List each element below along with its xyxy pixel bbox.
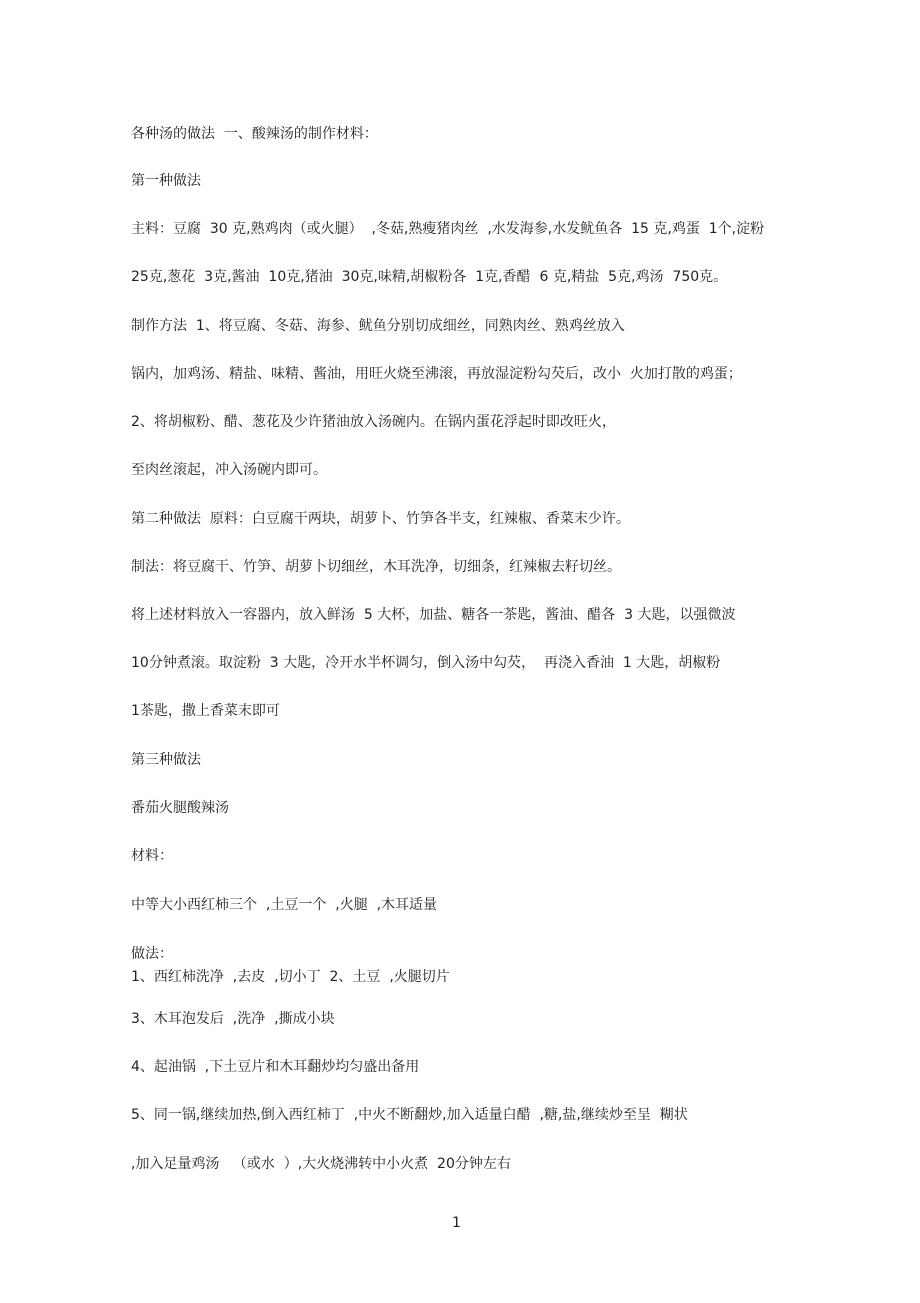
- text-line-method-2-prep: 制法：将豆腐干、竹笋、胡萝卜切细丝，木耳洗净，切细条，红辣椒去籽切丝。: [131, 559, 621, 575]
- text-line-method-1-heading: 第一种做法: [131, 173, 201, 189]
- text-line-method-2-cook: 将上述材料放入一容器内，放入鲜汤 5 大杯，加盐、糖各一茶匙，酱油、醋各 3 大匙，以强微波: [131, 607, 736, 623]
- text-line-steps-label: 做法：: [131, 946, 173, 962]
- text-line-steps-2-cont: 至肉丝滚起，冲入汤碗内即可。: [131, 462, 327, 478]
- page-number: 1: [452, 1215, 461, 1231]
- text-line-steps-2: 2、将胡椒粉、醋、葱花及少许猪油放入汤碗内。在锅内蛋花浮起时即改旺火，: [131, 414, 616, 430]
- text-line-step-4: 4、起油锅 ,下土豆片和木耳翻炒均匀盛出备用: [131, 1059, 420, 1075]
- text-line-step-5: 5、同一锅,继续加热,倒入西红柿丁 ,中火不断翻炒,加入适量白醋 ,糖,盐,继续炒至呈 糊状: [131, 1107, 688, 1123]
- text-line-main-ingredients: 主料：豆腐 30 克,熟鸡肉（或火腿） ,冬菇,熟瘦猪肉丝 ,水发海参,水发鱿鱼各 15 克,鸡蛋 1个,淀粉: [131, 221, 765, 237]
- text-line-heading: 各种汤的做法 一、酸辣汤的制作材料：: [131, 126, 378, 142]
- text-line-materials: 中等大小西红柿三个 ,土豆一个 ,火腿 ,木耳适量: [131, 897, 438, 913]
- text-line-step-3: 3、木耳泡发后 ,洗净 ,撕成小块: [131, 1011, 335, 1027]
- text-line-method-2-cook-cont: 10分钟煮滚。取淀粉 3 大匙，冷开水半杯调匀，倒入汤中勾芡， 再浇入香油 1 大匙，胡椒粉: [131, 655, 721, 671]
- text-line-recipe-title: 番茄火腿酸辣汤: [131, 800, 229, 816]
- text-line-method-3-heading: 第三种做法: [131, 752, 201, 768]
- text-line-step-5-cont: ,加入足量鸡汤 （或水 ）,大火烧沸转中小火煮 20分钟左右: [131, 1156, 511, 1172]
- text-line-method-2: 第二种做法 原料：白豆腐干两块，胡萝卜、竹笋各半支，红辣椒、香菜末少许。: [131, 511, 630, 527]
- text-line-ingredients-cont: 25克,葱花 3克,酱油 10克,猪油 30克,味精,胡椒粉各 1克,香醋 6 克,精盐 5克,鸡汤 750克。: [131, 269, 728, 285]
- text-line-method-2-finish: 1茶匙，撒上香菜末即可: [131, 703, 280, 719]
- text-line-steps-1-cont: 锅内，加鸡汤、精盐、味精、酱油，用旺火烧至沸滚，再放湿淀粉勾芡后，改小 火加打散的鸡蛋；: [131, 366, 742, 382]
- text-line-steps-1: 制作方法 1、将豆腐、冬菇、海参、鱿鱼分别切成细丝，同熟肉丝、熟鸡丝放入: [131, 318, 625, 334]
- text-line-materials-label: 材料：: [131, 848, 173, 864]
- text-line-step-1-2: 1、西红柿洗净 ,去皮 ,切小丁 2、土豆 ,火腿切片: [131, 969, 450, 985]
